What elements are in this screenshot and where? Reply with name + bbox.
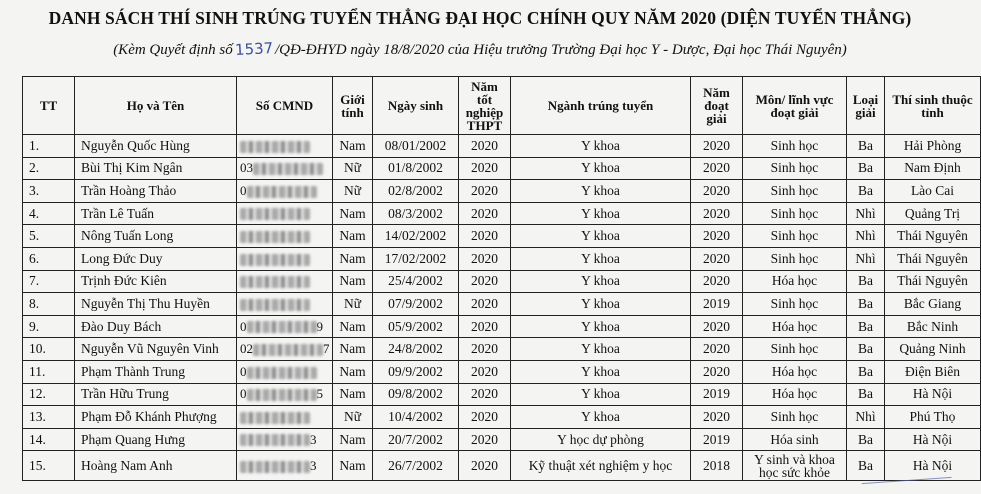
cell-name: Trần Lê Tuấn — [75, 202, 237, 225]
cell-gender: Nam — [333, 270, 373, 293]
cell-dob: 07/9/2002 — [373, 293, 459, 316]
col-header-dob: Ngày sinh — [373, 77, 459, 135]
cell-grad-year: 2020 — [459, 180, 511, 203]
cell-award-class: Ba — [847, 451, 885, 481]
cell-cmnd-redacted — [237, 451, 333, 481]
cell-major: Y khoa — [511, 293, 691, 316]
cell-subject: Sinh học — [743, 202, 847, 225]
cell-province: Hà Nội — [885, 428, 981, 451]
cell-award-class: Ba — [847, 180, 885, 203]
cell-province: Nam Định — [885, 157, 981, 180]
col-header-grad-year: Năm tốt nghiệp THPT — [459, 77, 511, 135]
cell-dob: 05/9/2002 — [373, 315, 459, 338]
redaction-blur — [240, 208, 310, 220]
cell-name: Trịnh Đức Kiên — [75, 270, 237, 293]
cell-subject: Sinh học — [743, 338, 847, 361]
cell-grad-year: 2020 — [459, 157, 511, 180]
cell-gender: Nam — [333, 360, 373, 383]
cell-province: Bắc Giang — [885, 293, 981, 316]
col-header-subject: Môn/ lĩnh vực đoạt giải — [743, 77, 847, 135]
cell-award-class: Ba — [847, 270, 885, 293]
cell-cmnd-redacted — [237, 315, 333, 338]
cell-major: Y khoa — [511, 247, 691, 270]
cell-grad-year: 2020 — [459, 135, 511, 158]
table-row — [23, 157, 981, 180]
cell-tt: 1. — [23, 135, 75, 158]
col-header-province: Thí sinh thuộc tỉnh — [885, 77, 981, 135]
cell-dob: 20/7/2002 — [373, 428, 459, 451]
table-header-row — [23, 77, 981, 135]
cell-name: Trần Hữu Trung — [75, 383, 237, 406]
cell-grad-year: 2020 — [459, 202, 511, 225]
table-row — [23, 225, 981, 248]
table-row — [23, 180, 981, 203]
cell-tt: 4. — [23, 202, 75, 225]
table-row — [23, 315, 981, 338]
cell-gender: Nữ — [333, 157, 373, 180]
cell-name: Phạm Đỗ Khánh Phượng — [75, 406, 237, 429]
cell-award-class: Ba — [847, 135, 885, 158]
cell-cmnd-redacted — [237, 293, 333, 316]
cell-award-year: 2020 — [691, 338, 743, 361]
cell-name: Long Đức Duy — [75, 247, 237, 270]
cell-grad-year: 2020 — [459, 451, 511, 481]
cell-cmnd-redacted — [237, 383, 333, 406]
cell-province: Thái Nguyên — [885, 225, 981, 248]
cell-subject: Hóa học — [743, 383, 847, 406]
cell-province: Hà Nội — [885, 451, 981, 481]
cell-cmnd-redacted — [237, 270, 333, 293]
cell-name: Nguyễn Thị Thu Huyền — [75, 293, 237, 316]
cell-province: Lào Cai — [885, 180, 981, 203]
cell-tt: 7. — [23, 270, 75, 293]
table-row — [23, 383, 981, 406]
cell-award-year: 2020 — [691, 270, 743, 293]
cell-major: Y khoa — [511, 157, 691, 180]
table-body — [23, 135, 981, 481]
cell-subject: Y sinh và khoa học sức khỏe — [743, 451, 847, 481]
cmnd-visible-prefix: 0 — [240, 386, 247, 402]
cell-dob: 10/4/2002 — [373, 406, 459, 429]
cell-major: Y khoa — [511, 270, 691, 293]
cell-dob: 14/02/2002 — [373, 225, 459, 248]
cell-major: Y khoa — [511, 225, 691, 248]
cell-major: Y khoa — [511, 135, 691, 158]
cmnd-visible-suffix: 9 — [316, 318, 323, 334]
col-header-tt: TT — [23, 77, 75, 135]
cell-subject: Hóa học — [743, 270, 847, 293]
decision-number: 1537 — [234, 39, 274, 59]
document-title: DANH SÁCH THÍ SINH TRÚNG TUYỂN THẲNG ĐẠI HỌC CHÍNH QUY NĂM 2020 (DIỆN TUYỂN THẲNG) — [48, 8, 912, 28]
cell-province: Điện Biên — [885, 360, 981, 383]
table-row — [23, 202, 981, 225]
cmnd-visible-suffix: 7 — [323, 341, 330, 357]
cell-name: Trần Hoàng Thảo — [75, 180, 237, 203]
redaction-blur — [247, 367, 317, 379]
cell-tt: 3. — [23, 180, 75, 203]
redaction-blur — [247, 186, 317, 198]
cell-tt: 11. — [23, 360, 75, 383]
table-row — [23, 270, 981, 293]
cell-subject: Sinh học — [743, 225, 847, 248]
cell-subject: Sinh học — [743, 406, 847, 429]
cell-province: Quảng Ninh — [885, 338, 981, 361]
cell-gender: Nữ — [333, 406, 373, 429]
cell-grad-year: 2020 — [459, 428, 511, 451]
cell-name: Nguyễn Vũ Nguyên Vinh — [75, 338, 237, 361]
cell-gender: Nam — [333, 383, 373, 406]
table-row — [23, 451, 981, 481]
cell-tt: 14. — [23, 428, 75, 451]
cell-major: Y khoa — [511, 315, 691, 338]
cell-award-class: Ba — [847, 383, 885, 406]
cmnd-visible-prefix: 0 — [240, 363, 247, 379]
cell-award-class: Nhì — [847, 225, 885, 248]
cell-gender: Nam — [333, 338, 373, 361]
cmnd-visible-prefix: 0 — [240, 318, 247, 334]
cell-cmnd-redacted — [237, 360, 333, 383]
cell-tt: 5. — [23, 225, 75, 248]
table-row — [23, 428, 981, 451]
cell-cmnd-redacted — [237, 202, 333, 225]
cell-award-class: Ba — [847, 428, 885, 451]
redaction-blur — [240, 141, 310, 153]
cell-award-class: Ba — [847, 338, 885, 361]
cell-cmnd-redacted — [237, 247, 333, 270]
cell-subject: Hóa học — [743, 360, 847, 383]
cell-gender: Nữ — [333, 180, 373, 203]
cell-grad-year: 2020 — [459, 270, 511, 293]
cell-name: Đào Duy Bách — [75, 315, 237, 338]
cell-dob: 02/8/2002 — [373, 180, 459, 203]
cell-subject: Sinh học — [743, 247, 847, 270]
cell-subject: Hóa sinh — [743, 428, 847, 451]
cell-province: Thái Nguyên — [885, 247, 981, 270]
cell-province: Hải Phòng — [885, 135, 981, 158]
cell-province: Bắc Ninh — [885, 315, 981, 338]
cell-award-year: 2020 — [691, 315, 743, 338]
cell-name: Nguyễn Quốc Hùng — [75, 135, 237, 158]
cell-major: Y khoa — [511, 202, 691, 225]
cell-award-year: 2020 — [691, 406, 743, 429]
cell-gender: Nam — [333, 247, 373, 270]
cell-tt: 10. — [23, 338, 75, 361]
cell-tt: 8. — [23, 293, 75, 316]
col-header-major: Ngành trúng tuyển — [511, 77, 691, 135]
cell-dob: 25/4/2002 — [373, 270, 459, 293]
cell-cmnd-redacted — [237, 338, 333, 361]
redaction-blur — [253, 344, 323, 356]
cell-subject: Sinh học — [743, 135, 847, 158]
cell-gender: Nữ — [333, 293, 373, 316]
cell-award-year: 2019 — [691, 293, 743, 316]
cell-award-year: 2020 — [691, 202, 743, 225]
cell-major: Y khoa — [511, 406, 691, 429]
redaction-blur — [240, 231, 310, 243]
cell-dob: 09/9/2002 — [373, 360, 459, 383]
cell-dob: 08/01/2002 — [373, 135, 459, 158]
cell-cmnd-redacted — [237, 157, 333, 180]
cell-cmnd-redacted — [237, 225, 333, 248]
cell-gender: Nam — [333, 451, 373, 481]
cmnd-visible-suffix: 3 — [310, 457, 317, 473]
table-row — [23, 293, 981, 316]
cell-cmnd-redacted — [237, 406, 333, 429]
col-header-award-year: Năm đoạt giải — [691, 77, 743, 135]
redaction-blur — [240, 434, 310, 446]
cell-grad-year: 2020 — [459, 338, 511, 361]
col-header-name: Họ và Tên — [75, 77, 237, 135]
cell-subject: Sinh học — [743, 157, 847, 180]
cell-tt: 2. — [23, 157, 75, 180]
cmnd-visible-prefix: 03 — [240, 160, 253, 176]
redaction-blur — [247, 389, 317, 401]
cell-cmnd-redacted — [237, 428, 333, 451]
cell-subject: Hóa học — [743, 315, 847, 338]
cell-gender: Nam — [333, 315, 373, 338]
cell-province: Thái Nguyên — [885, 270, 981, 293]
cell-award-year: 2020 — [691, 157, 743, 180]
cell-name: Phạm Quang Hưng — [75, 428, 237, 451]
cell-major: Y khoa — [511, 383, 691, 406]
cell-tt: 15. — [23, 451, 75, 481]
cell-award-year: 2020 — [691, 247, 743, 270]
cell-award-year: 2020 — [691, 180, 743, 203]
cell-award-class: Ba — [847, 315, 885, 338]
redaction-blur — [240, 299, 310, 311]
redaction-blur — [253, 163, 323, 175]
cell-gender: Nam — [333, 202, 373, 225]
cell-award-year: 2020 — [691, 360, 743, 383]
admission-table — [22, 76, 981, 481]
cell-major: Kỹ thuật xét nghiệm y học — [511, 451, 691, 481]
redaction-blur — [240, 276, 310, 288]
col-header-award-class: Loại giải — [847, 77, 885, 135]
cell-major: Y học dự phòng — [511, 428, 691, 451]
subtitle-suffix: /QĐ-ĐHYD ngày 18/8/2020 của Hiệu trưởng Trường Đại học Y - Dược, Đại học Thái Nguyên) — [274, 42, 847, 58]
cell-cmnd-redacted — [237, 135, 333, 158]
cell-subject: Sinh học — [743, 293, 847, 316]
cell-award-year: 2020 — [691, 225, 743, 248]
table-row — [23, 406, 981, 429]
cell-award-class: Ba — [847, 360, 885, 383]
cell-name: Hoàng Nam Anh — [75, 451, 237, 481]
col-header-gender: Giới tính — [333, 77, 373, 135]
cell-subject: Sinh học — [743, 180, 847, 203]
cell-dob: 24/8/2002 — [373, 338, 459, 361]
cell-major: Y khoa — [511, 338, 691, 361]
cmnd-visible-prefix: 02 — [240, 341, 253, 357]
cell-name: Bùi Thị Kim Ngân — [75, 157, 237, 180]
cell-grad-year: 2020 — [459, 383, 511, 406]
cell-tt: 9. — [23, 315, 75, 338]
cell-cmnd-redacted — [237, 180, 333, 203]
cell-gender: Nam — [333, 428, 373, 451]
cell-grad-year: 2020 — [459, 315, 511, 338]
table-row — [23, 338, 981, 361]
cell-grad-year: 2020 — [459, 406, 511, 429]
cell-gender: Nam — [333, 135, 373, 158]
cmnd-visible-suffix: 3 — [310, 431, 317, 447]
cell-award-class: Ba — [847, 293, 885, 316]
cell-grad-year: 2020 — [459, 247, 511, 270]
cell-award-class: Nhì — [847, 406, 885, 429]
cell-major: Y khoa — [511, 360, 691, 383]
cell-dob: 01/8/2002 — [373, 157, 459, 180]
cell-province: Phú Thọ — [885, 406, 981, 429]
cell-dob: 26/7/2002 — [373, 451, 459, 481]
cell-award-year: 2018 — [691, 451, 743, 481]
cell-tt: 12. — [23, 383, 75, 406]
cell-name: Nông Tuấn Long — [75, 225, 237, 248]
cell-award-year: 2019 — [691, 383, 743, 406]
redaction-blur — [240, 461, 310, 473]
table-row — [23, 247, 981, 270]
cell-tt: 13. — [23, 406, 75, 429]
redaction-blur — [240, 412, 310, 424]
col-header-cmnd: Số CMND — [237, 77, 333, 135]
cmnd-visible-suffix: 5 — [316, 386, 323, 402]
cell-grad-year: 2020 — [459, 360, 511, 383]
cell-dob: 17/02/2002 — [373, 247, 459, 270]
cell-dob: 09/8/2002 — [373, 383, 459, 406]
cell-province: Hà Nội — [885, 383, 981, 406]
cell-tt: 6. — [23, 247, 75, 270]
cell-award-year: 2019 — [691, 428, 743, 451]
cell-award-class: Ba — [847, 157, 885, 180]
cmnd-visible-prefix: 0 — [240, 182, 247, 198]
cell-grad-year: 2020 — [459, 225, 511, 248]
cell-award-year: 2020 — [691, 135, 743, 158]
document-subtitle — [0, 40, 960, 59]
cell-gender: Nam — [333, 225, 373, 248]
cell-name: Phạm Thành Trung — [75, 360, 237, 383]
redaction-blur — [240, 254, 310, 266]
cell-grad-year: 2020 — [459, 293, 511, 316]
redaction-blur — [247, 321, 317, 333]
cell-dob: 08/3/2002 — [373, 202, 459, 225]
cell-province: Quảng Trị — [885, 202, 981, 225]
table-row — [23, 360, 981, 383]
cell-award-class: Nhì — [847, 247, 885, 270]
cell-award-class: Nhì — [847, 202, 885, 225]
table-row — [23, 135, 981, 158]
cell-major: Y khoa — [511, 180, 691, 203]
subtitle-prefix: (Kèm Quyết định số — [113, 42, 233, 58]
